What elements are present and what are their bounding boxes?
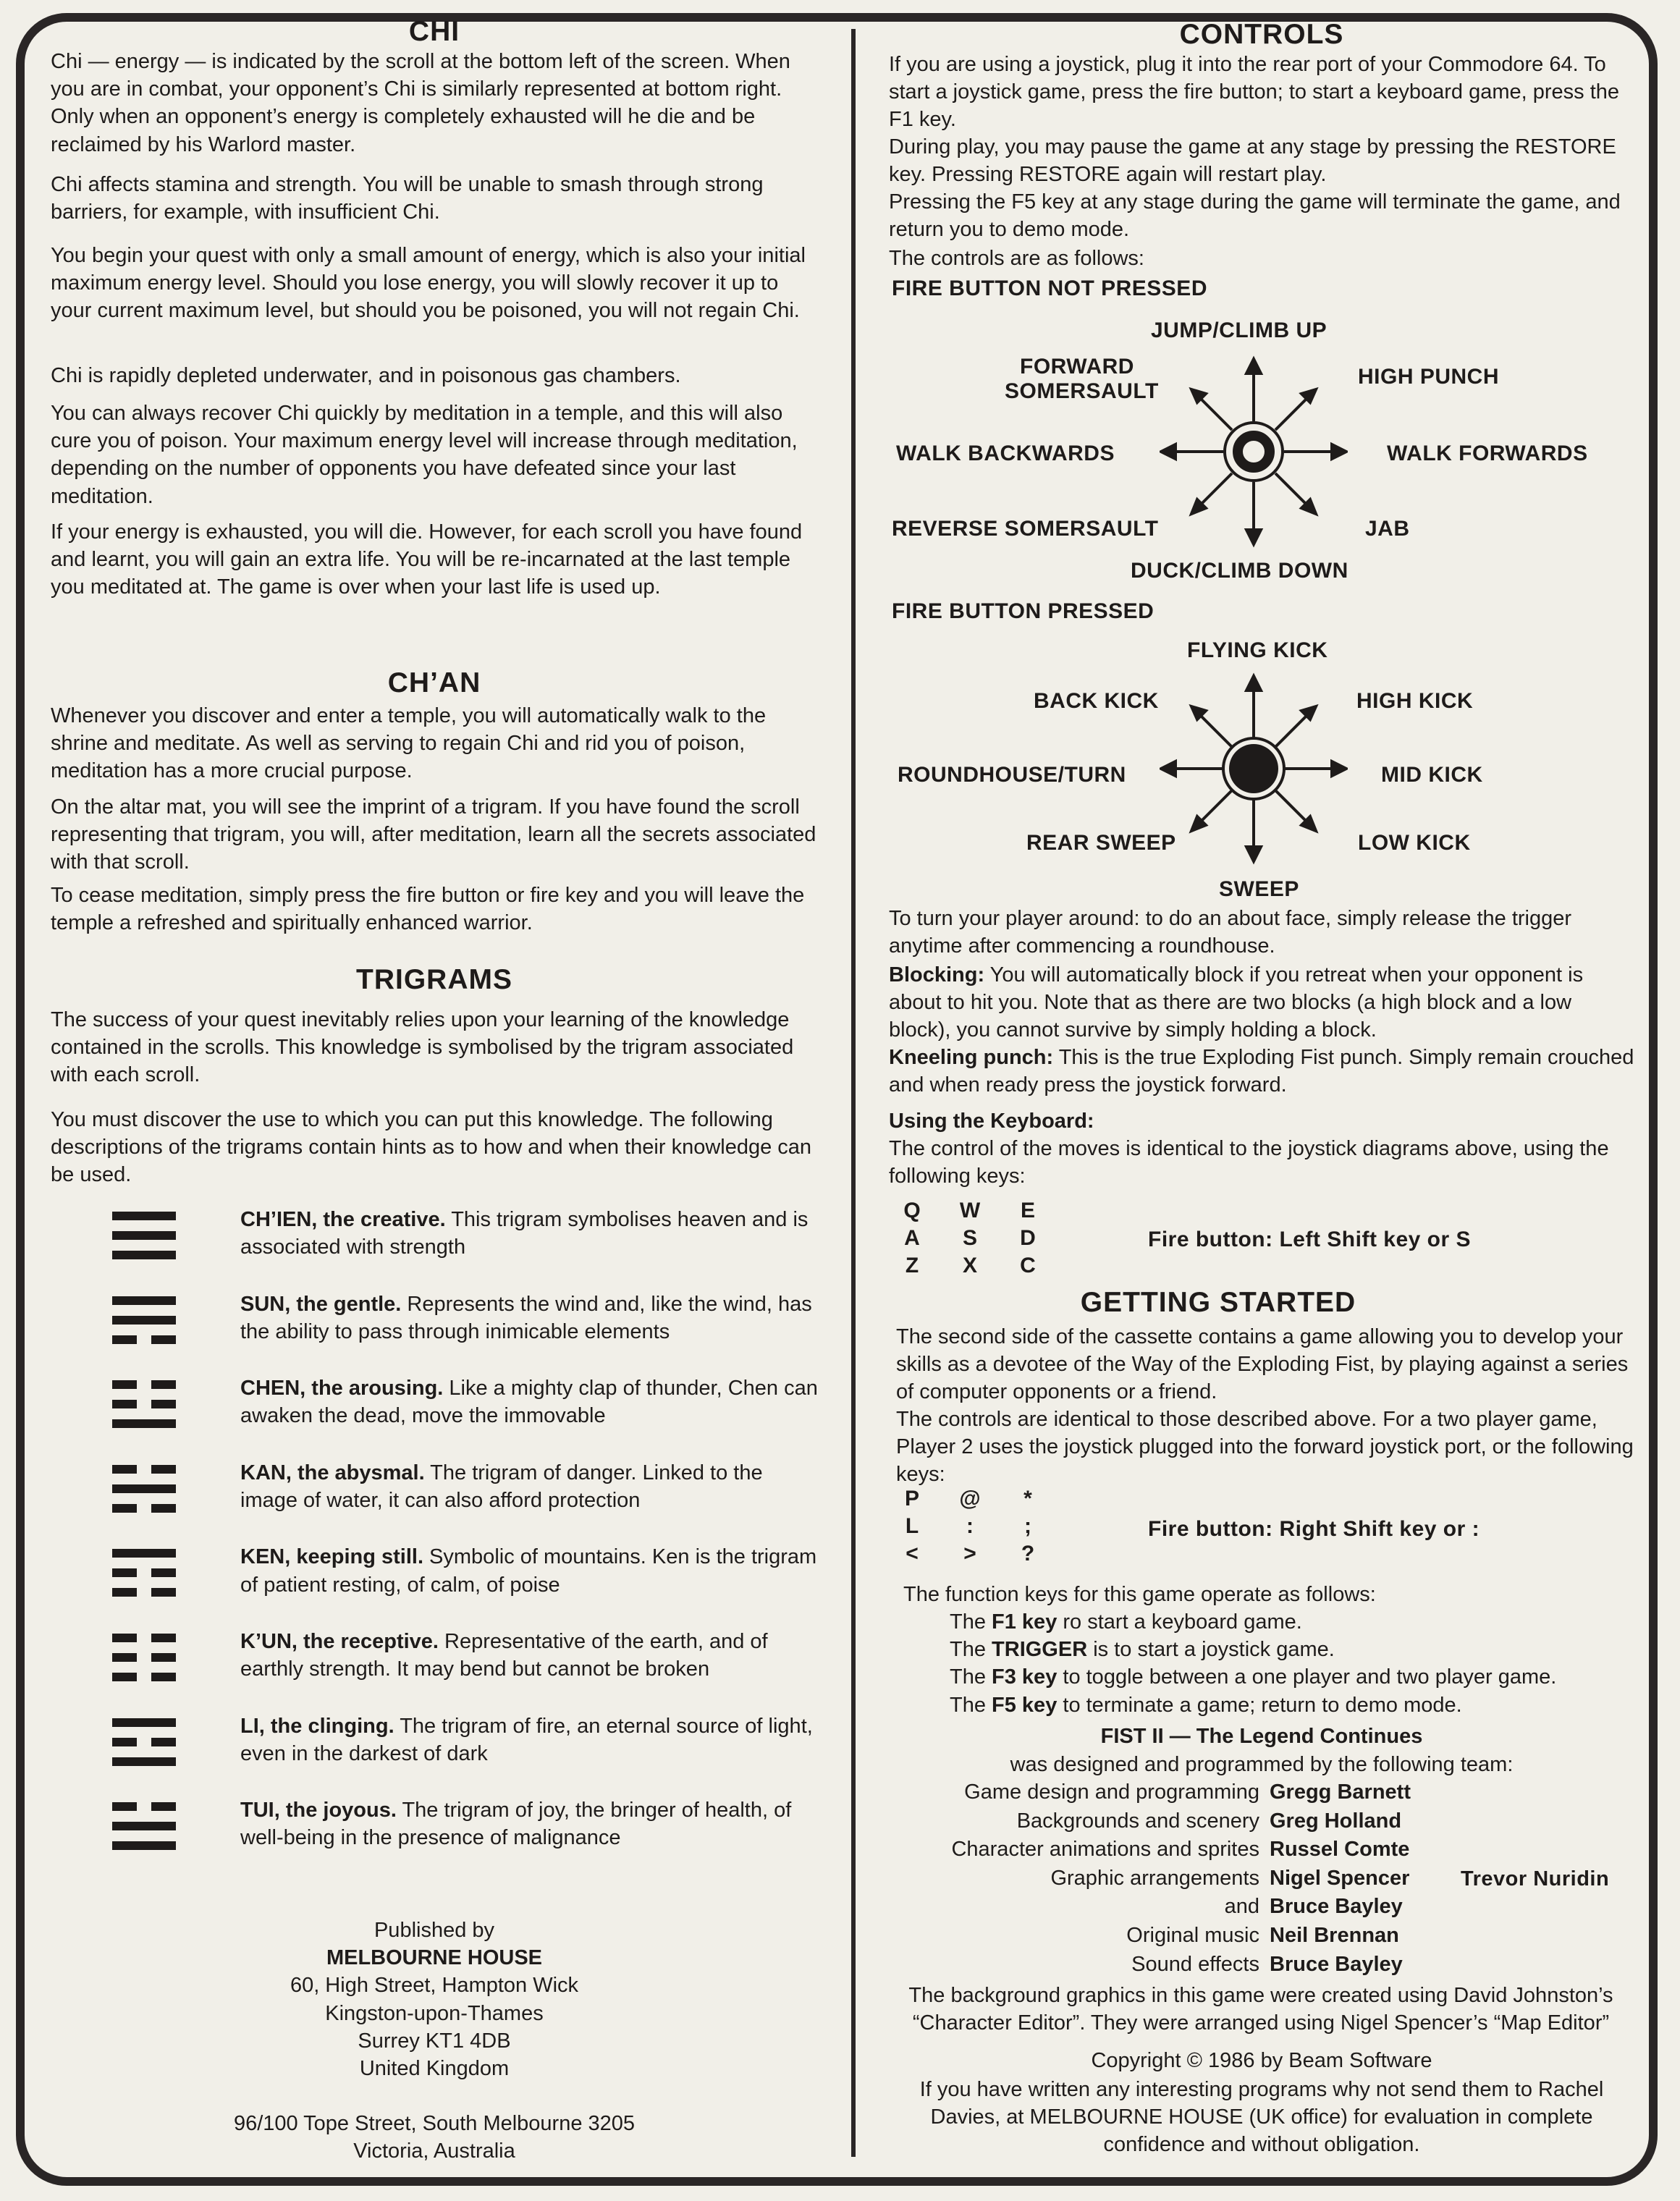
function-key-post: to toggle between a one player and two player game.	[1057, 1665, 1557, 1689]
credit-extra-name: Trevor Nuridin	[1461, 1867, 1610, 1891]
trigram-item	[51, 1712, 818, 1770]
function-key-pre: The	[950, 1610, 992, 1634]
column-divider	[851, 29, 856, 2157]
credits-intro	[889, 1723, 1634, 1779]
credit-role: Character animations and sprites	[951, 1838, 1259, 1862]
trigram-name: TUI, the joyous.	[240, 1799, 397, 1822]
credit-row	[889, 1895, 1634, 1924]
move-jump: JUMP/CLIMB UP	[1151, 318, 1327, 342]
credit-row	[889, 1838, 1634, 1867]
chan-heading: CH’AN	[387, 667, 481, 698]
function-key-key: F3 key	[992, 1665, 1058, 1689]
credit-role: Game design and programming	[964, 1780, 1259, 1804]
key-label: @	[959, 1487, 981, 1511]
credit-role: and	[1224, 1895, 1259, 1919]
move-back-kick: BACK KICK	[1034, 689, 1159, 713]
trigram-icon	[112, 1465, 179, 1514]
kneeling-text: This is the true Exploding Fist punch. Simply remain crouched and when ready press the joystick forward.	[889, 1046, 1634, 1097]
controls-heading: CONTROLS	[1179, 19, 1344, 50]
controls-paragraph-2: During play, you may pause the game at any stage by pressing the RESTORE key. Pressing RESTORE again will restart play.	[889, 135, 1616, 187]
trigram-icon	[112, 1802, 179, 1851]
joystick-diagram-open	[1160, 355, 1348, 549]
trigram-item	[51, 1459, 818, 1517]
fire-pressed-heading: FIRE BUTTON PRESSED	[892, 599, 1155, 623]
function-key-post: ro start a keyboard game.	[1057, 1610, 1302, 1634]
function-key-item	[950, 1691, 1634, 1719]
trigram-name: KEN, keeping still.	[240, 1545, 423, 1569]
key-label: C	[1020, 1254, 1036, 1277]
trigram-icon	[112, 1718, 179, 1767]
chi-heading: CHI	[408, 16, 460, 47]
move-forward-somersault	[1005, 355, 1159, 404]
trigram-name: SUN, the gentle.	[240, 1292, 402, 1316]
function-key-post: is to start a joystick game.	[1087, 1638, 1335, 1662]
trigram-icon	[112, 1296, 179, 1345]
chi-paragraph-5: You can always recover Chi quickly by meditation in a temple, and this will also cure you of poison. Your maximum energy level will increase through meditation, depending on the number of opponents you have defeated since your last meditation.	[51, 402, 798, 508]
trigram-item	[51, 1374, 818, 1432]
credits-title: FIST II — The Legend Continues	[1100, 1725, 1423, 1748]
blocking-paragraph	[889, 961, 1634, 1044]
move-forward-somersault-line1: FORWARD	[1020, 355, 1134, 379]
keyboard-paragraph: The control of the moves is identical to the joystick diagrams above, using the following keys:	[889, 1137, 1609, 1188]
published-by: Published by	[373, 1919, 495, 1942]
controls-paragraph-3: Pressing the F5 key at any stage during the game will terminate the game, and return you to demo mode.	[889, 190, 1621, 242]
trigram-text: The trigram of fire, an eternal source of light, even in the darkest of dark	[240, 1714, 813, 1765]
fire-button-note-1: Fire button: Left Shift key or S	[1148, 1228, 1472, 1251]
chi-paragraph-6: If your energy is exhausted, you will die. However, for each scroll you have found and learnt, you will gain an extra life. You will be re-incarnated at the last temple you meditated at. The game is over when your last life is used up.	[51, 520, 803, 599]
credit-role: Backgrounds and scenery	[1016, 1809, 1259, 1833]
turn-paragraph: To turn your player around: to do an about face, simply release the trigger anytime after commencing a roundhouse.	[889, 907, 1572, 958]
trigram-text: This trigram symbolises heaven and is associated with strength	[240, 1208, 809, 1259]
trigram-description	[240, 1290, 818, 1345]
trigram-text: Like a mighty clap of thunder, Chen can awaken the dead, move the immovable	[240, 1377, 818, 1428]
key-label: Q	[903, 1199, 921, 1222]
trigram-text: Symbolic of mountains. Ken is the trigram of patient resting, of calm, of poise	[240, 1545, 817, 1597]
trigram-item	[51, 1290, 818, 1348]
function-key-post: to terminate a game; return to demo mode.	[1057, 1693, 1462, 1717]
trigram-description	[240, 1543, 818, 1598]
function-key-pre: The	[950, 1665, 992, 1689]
function-key-key: TRIGGER	[992, 1638, 1088, 1662]
address-line: Victoria, Australia	[353, 2139, 515, 2163]
move-walk-backwards: WALK BACKWARDS	[896, 442, 1115, 465]
keyboard-heading: Using the Keyboard:	[889, 1110, 1094, 1133]
credit-name: Bruce Bayley	[1270, 1952, 1403, 1976]
address-line: Kingston-upon-Thames	[325, 2001, 544, 2025]
key-label: P	[904, 1487, 919, 1511]
credit-row	[889, 1780, 1634, 1809]
move-duck: DUCK/CLIMB DOWN	[1131, 559, 1348, 583]
joystick-diagram-filled	[1160, 672, 1348, 866]
move-roundhouse: ROUNDHOUSE/TURN	[898, 763, 1126, 787]
blocking-text: You will automatically block if you retreat when your opponent is about to hit you. Note that as there are two blocks (a high block and a low block), you cannot survive by simply holding a block.	[889, 963, 1584, 1042]
trigram-name: CHEN, the arousing.	[240, 1377, 444, 1401]
fire-button-note-2: Fire button: Right Shift key or :	[1148, 1517, 1480, 1541]
move-sweep: SWEEP	[1219, 877, 1299, 901]
getting-started-paragraph-1: The second side of the cassette contains a game allowing you to develop your skills as a devotee of the Way of the Exploding Fist, by playing against a series of computer opponents or a friend.	[896, 1325, 1629, 1404]
key-label: D	[1020, 1226, 1036, 1250]
credit-role: Graphic arrangements	[1050, 1866, 1259, 1890]
background-graphics-note: The background graphics in this game were created using David Johnston’s “Character Editor”. They were arranged using Nigel Spencer’s “Map Editor”	[908, 1984, 1613, 2035]
chi-paragraph-4: Chi is rapidly depleted underwater, and in poisonous gas chambers.	[51, 364, 681, 387]
player2-key-grid	[889, 1487, 1034, 1573]
trigram-name: K’UN, the receptive.	[240, 1630, 439, 1653]
address-line: Surrey KT1 4DB	[358, 2029, 511, 2053]
key-label: X	[962, 1254, 977, 1277]
trigram-item	[51, 1796, 818, 1854]
trigram-text: Representative of the earth, and of earthly strength. It may bend but cannot be broken	[240, 1630, 768, 1681]
move-reverse-somersault: REVERSE SOMERSAULT	[892, 517, 1159, 541]
function-keys-intro: The function keys for this game operate as follows:	[903, 1583, 1376, 1606]
trigrams-paragraph-2: You must discover the use to which you can put this knowledge. The following descriptions of the trigrams contain hints as to how and when their knowledge can be used.	[51, 1108, 812, 1187]
key-label: >	[963, 1542, 976, 1566]
trigram-description	[240, 1796, 818, 1851]
function-key-item	[950, 1608, 1634, 1636]
move-mid-kick: MID KICK	[1381, 763, 1483, 787]
function-key-key: F1 key	[992, 1610, 1058, 1634]
keyboard-key-grid	[889, 1199, 1034, 1285]
address-line: 60, High Street, Hampton Wick	[290, 1974, 579, 1998]
trigram-icon	[112, 1549, 179, 1598]
credit-name: Russel Comte	[1270, 1838, 1410, 1862]
function-key-key: F5 key	[992, 1693, 1058, 1717]
chan-paragraph-1: Whenever you discover and enter a temple, you will automatically walk to the shrine and meditate. As well as serving to regain Chi and rid you of poison, meditation has a more crucial purpose.	[51, 704, 767, 783]
credit-name: Greg Holland	[1270, 1809, 1402, 1833]
trigram-icon	[112, 1380, 179, 1429]
trigram-item	[51, 1543, 818, 1601]
function-keys-list	[950, 1608, 1634, 1719]
trigram-name: CH’IEN, the creative.	[240, 1208, 446, 1231]
key-label: E	[1020, 1199, 1035, 1222]
copyright: Copyright © 1986 by Beam Software	[1091, 2049, 1432, 2072]
trigram-text: The trigram of joy, the bringer of health, of well-being in the presence of malignance	[240, 1799, 792, 1850]
key-label: S	[962, 1226, 977, 1250]
credit-row	[889, 1953, 1634, 1982]
credit-name: Nigel Spencer	[1270, 1866, 1410, 1890]
move-flying-kick: FLYING KICK	[1187, 638, 1328, 662]
function-key-item	[950, 1636, 1634, 1663]
getting-started-heading: GETTING STARTED	[1080, 1287, 1356, 1318]
address-line: 96/100 Tope Street, South Melbourne 3205	[233, 2112, 636, 2136]
key-label: *	[1023, 1487, 1032, 1511]
move-walk-forwards: WALK FORWARDS	[1387, 442, 1588, 465]
trigram-icon	[112, 1634, 179, 1683]
trigram-name: LI, the clinging.	[240, 1714, 394, 1738]
trigram-description	[240, 1374, 818, 1429]
function-key-pre: The	[950, 1638, 992, 1662]
credit-row	[889, 1809, 1634, 1838]
credit-role: Sound effects	[1131, 1952, 1259, 1976]
key-label: W	[959, 1199, 981, 1222]
key-label: Z	[905, 1254, 919, 1277]
trigram-name: KAN, the abysmal.	[240, 1461, 425, 1484]
fire-not-pressed-heading: FIRE BUTTON NOT PRESSED	[892, 276, 1207, 300]
key-label: L	[905, 1514, 919, 1538]
chan-paragraph-2: On the altar mat, you will see the imprint of a trigram. If you have found the scroll representing that trigram, you will, after meditation, learn all the secrets associated with that scroll.	[51, 795, 816, 874]
function-key-pre: The	[950, 1693, 992, 1717]
address-line: United Kingdom	[359, 2057, 510, 2081]
credit-role: Original music	[1126, 1924, 1259, 1947]
function-key-item	[950, 1663, 1634, 1691]
credit-name: Bruce Bayley	[1270, 1895, 1403, 1919]
blocking-label: Blocking:	[889, 963, 985, 987]
move-rear-sweep: REAR SWEEP	[1026, 831, 1176, 855]
credit-row	[889, 1924, 1634, 1953]
chi-paragraph-2: Chi affects stamina and strength. You will be unable to smash through strong barriers, for example, with insufficient Chi.	[51, 173, 764, 224]
trigram-text: Represents the wind and, like the wind, has the ability to pass through inimicable elements	[240, 1292, 812, 1343]
credit-name: Neil Brennan	[1270, 1924, 1399, 1947]
chi-paragraph-3: You begin your quest with only a small amount of energy, which is also your initial maximum energy level. Should you lose energy, you will slowly recover it up to your current maximum level, but should you be poisoned, you will not regain Chi.	[51, 244, 806, 323]
trigram-icon	[112, 1212, 179, 1261]
chi-paragraph-1: Chi — energy — is indicated by the scroll at the bottom left of the screen. When you are in combat, your opponent’s Chi is similarly represented at bottom right. Only when an opponent’s energy is completely exhausted will he die and be reclaimed by his Warlord master.	[51, 50, 790, 156]
kneeling-paragraph	[889, 1044, 1634, 1099]
key-label: <	[906, 1542, 919, 1566]
getting-started-paragraph-2: The controls are identical to those described above. For a two player game, Player 2 uses the joystick plugged into the forward joystick port, or the following keys:	[896, 1408, 1634, 1487]
publisher-name: MELBOURNE HOUSE	[326, 1946, 543, 1970]
key-label: A	[904, 1226, 920, 1250]
credit-name: Gregg Barnett	[1270, 1780, 1411, 1804]
trigram-description	[240, 1206, 818, 1261]
kneeling-label: Kneeling punch:	[889, 1046, 1054, 1069]
trigram-item	[51, 1206, 818, 1264]
key-label: :	[966, 1514, 974, 1538]
move-high-kick: HIGH KICK	[1356, 689, 1474, 713]
move-high-punch: HIGH PUNCH	[1358, 365, 1500, 389]
trigram-description	[240, 1712, 818, 1767]
chan-paragraph-3: To cease meditation, simply press the fire button or fire key and you will leave the temple a refreshed and spiritually enhanced warrior.	[51, 884, 805, 935]
move-jab: JAB	[1365, 517, 1410, 541]
trigrams-paragraph-1: The success of your quest inevitably relies upon your learning of the knowledge contained in the scrolls. This knowledge is symbolised by the trigram associated with each scroll.	[51, 1008, 794, 1087]
key-label: ;	[1024, 1514, 1031, 1538]
controls-paragraph-1: If you are using a joystick, plug it into the rear port of your Commodore 64. To start a joystick game, press the fire button; to start a keyboard game, press the F1 key.	[889, 53, 1620, 132]
trigram-description	[240, 1459, 818, 1514]
trigram-description	[240, 1628, 818, 1683]
publisher-block	[51, 1917, 818, 2166]
move-forward-somersault-line2: SOMERSAULT	[1005, 379, 1159, 403]
credits-intro-text: was designed and programmed by the following team:	[1010, 1753, 1514, 1776]
move-low-kick: LOW KICK	[1358, 831, 1471, 855]
controls-paragraph-4: The controls are as follows:	[889, 247, 1144, 270]
key-label: ?	[1021, 1542, 1035, 1566]
trigram-text: The trigram of danger. Linked to the image of water, it can also afford protection	[240, 1461, 763, 1512]
trigram-item	[51, 1628, 818, 1686]
trigrams-heading: TRIGRAMS	[356, 964, 512, 995]
closing-paragraph: If you have written any interesting programs why not send them to Rachel Davies, at MELBOURNE HOUSE (UK office) for evaluation in complete confidence and without obligation.	[919, 2078, 1604, 2157]
